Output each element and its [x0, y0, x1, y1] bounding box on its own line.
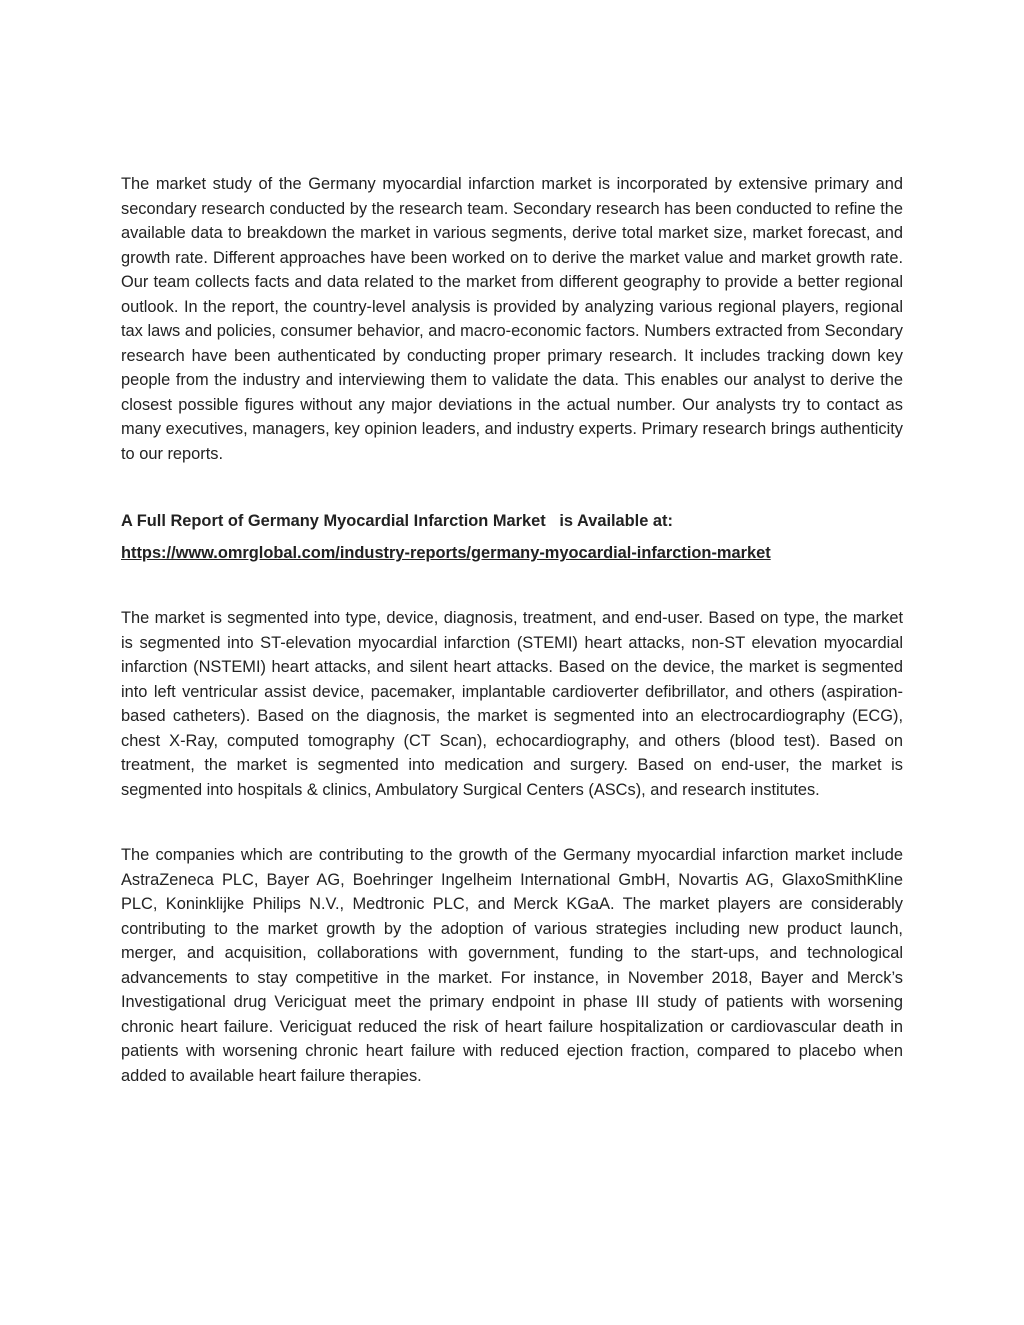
- document-page: [121, 172, 903, 1088]
- companies-paragraph: The companies which are contributing to the growth of the Germany myocardial infarction market include AstraZeneca PLC, Bayer AG, Boehringer Ingelheim International GmbH, Novartis AG, GlaxoSmithKline PLC, Koninklijke Philips N.V., Medtronic PLC, and Merck KGaA. The market players are considerably contributing to the market growth by the adoption of various strategies including new product launch, merger, and acquisition, collaborations with government, funding to the start-ups, and technological advancements to stay competitive in the market. For instance, in November 2018, Bayer and Merck’s Investigational drug Vericiguat meet the primary endpoint in phase III study of patients with worsening chronic heart failure. Vericiguat reduced the risk of heart failure hospitalization or cardiovascular death in patients with worsening chronic heart failure with reduced ejection fraction, compared to placebo when added to available heart failure therapies.: [121, 846, 903, 1085]
- report-heading: A Full Report of Germany Myocardial Infarction Market is Available at:: [121, 512, 673, 530]
- segmentation-paragraph: The market is segmented into type, device, diagnosis, treatment, and end-user. Based on type, the market is segmented into ST-elevation myocardial infarction (STEMI) heart attacks, non-ST elevation myocardial infarction (NSTEMI) heart attacks, and silent heart attacks. Based on the device, the market is segmented into left ventricular assist device, pacemaker, implantable cardioverter defibrillator, and others (aspiration-based catheters). Based on the diagnosis, the market is segmented into an electrocardiography (ECG), chest X-Ray, computed tomography (CT Scan), echocardiography, and others (blood test). Based on treatment, the market is segmented into medication and surgery. Based on end-user, the market is segmented into hospitals & clinics, Ambulatory Surgical Centers (ASCs), and research institutes.: [121, 609, 903, 799]
- report-link[interactable]: https://www.omrglobal.com/industry-reports/germany-myocardial-infarction-market: [121, 544, 771, 562]
- market-study-paragraph: The market study of the Germany myocardial infarction market is incorporated by extensive primary and secondary research conducted by the research team. Secondary research has been conducted to refine the available data to breakdown the market in various segments, derive total market size, market forecast, and growth rate. Different approaches have been worked on to derive the market value and market growth rate. Our team collects facts and data related to the market from different geography to provide a better regional outlook. In the report, the country-level analysis is provided by analyzing various regional players, regional tax laws and policies, consumer behavior, and macro-economic factors. Numbers extracted from Secondary research have been authenticated by conducting proper primary research. It includes tracking down key people from the industry and interviewing them to validate the data. This enables our analyst to derive the closest possible figures without any major deviations in the actual number. Our analysts try to contact as many executives, managers, key opinion leaders, and industry experts. Primary research brings authenticity to our reports.: [121, 175, 903, 463]
